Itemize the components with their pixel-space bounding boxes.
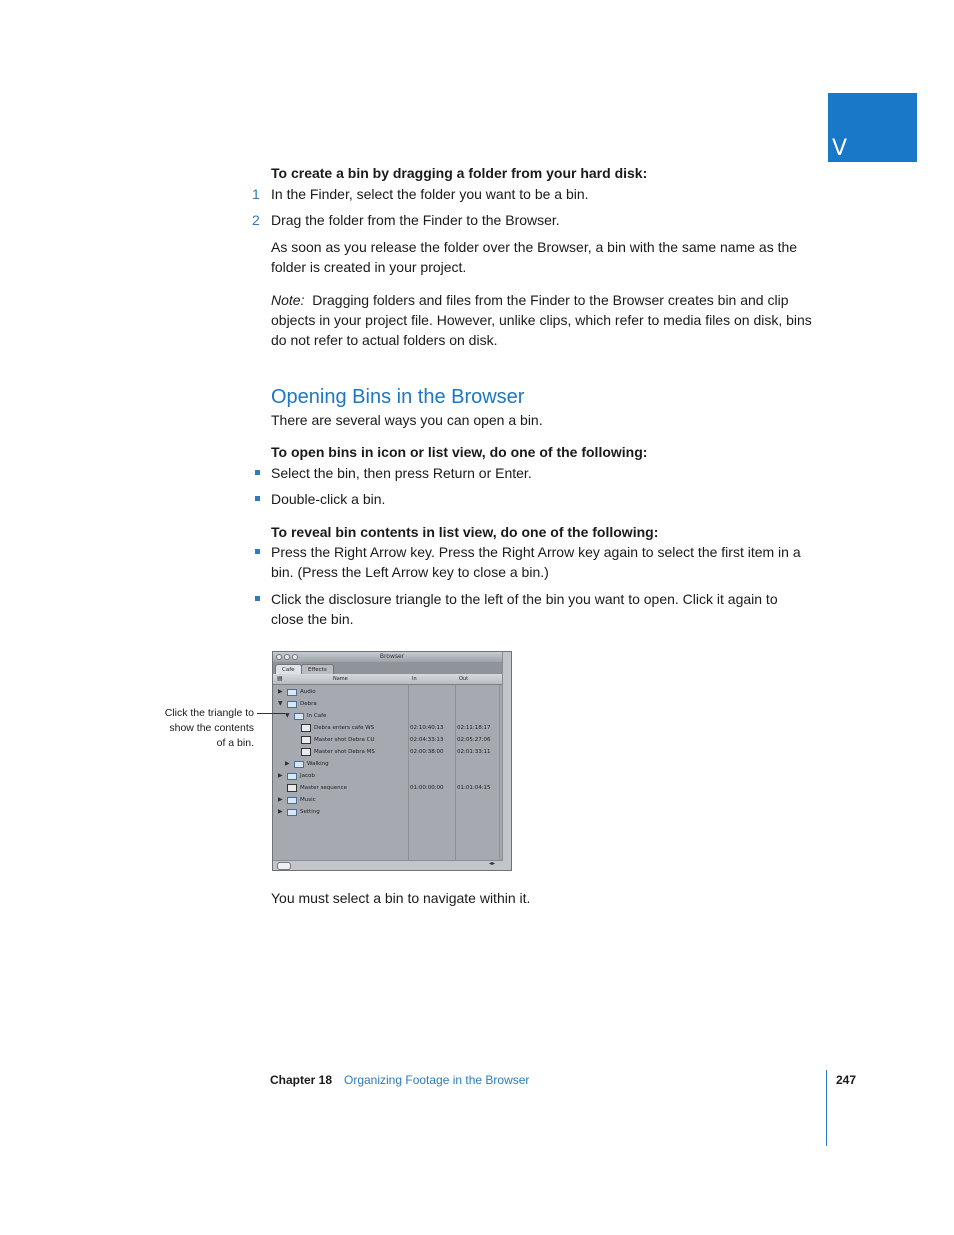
bin-folder-icon [287,773,297,780]
clip-icon [301,724,311,732]
browser-tabs [273,662,511,674]
footer-chapter-title: Organizing Footage in the Browser [344,1073,530,1087]
note-line2: objects in your project file. However, unlike clips, which refer to media files on disk, bins [271,312,812,328]
row-name: Audio [300,689,316,695]
row-out: 01:01:04:15 [457,785,491,791]
tab-effects: Effects [301,664,334,675]
row-out: 02:05:27:06 [457,737,491,743]
table-row [273,758,503,770]
tab-cafe: Cafe [275,664,302,675]
callout-leader-line [257,713,285,714]
row-name: Master sequence [300,785,348,791]
bin-folder-icon [287,797,297,804]
table-row [273,710,503,722]
table-row [273,734,503,746]
row-name: Master shot Debra CU [314,737,375,743]
bullet-marker [255,549,260,554]
row-name: Debra enters cafe WS [314,725,375,731]
column-out: Out [459,676,469,682]
column-in: In [412,676,417,682]
disclosure-triangle-closed-icon: ▶ [278,796,283,803]
note-line3: do not refer to actual folders on disk. [271,332,498,348]
note-label: Note: [271,292,305,308]
page-number: 247 [836,1073,857,1087]
scroll-arrows-icon: ◂▸ [488,860,495,867]
table-row [273,782,503,794]
result-paragraph-line2: folder is created in your project. [271,259,467,275]
bin-folder-icon [294,761,304,768]
bullet-select-bin: Select the bin, then press Return or Enter. [271,465,532,481]
disclosure-triangle-closed-icon: ▶ [285,760,290,767]
bullet-double-click: Double-click a bin. [271,491,386,507]
chapter-tab-letter: V [832,136,848,161]
bin-folder-icon [287,701,297,708]
callout-line2: show the contents [169,722,254,734]
bullet-right-arrow-line2: bin. (Press the Left Arrow key to close a bin.) [271,564,549,580]
table-row [273,806,503,818]
browser-titlebar [273,652,511,662]
clapper-icon: ▤ [277,675,283,682]
footer-chapter: Chapter 18 [270,1073,333,1087]
table-row [273,794,503,806]
section-heading: Opening Bins in the Browser [271,386,525,408]
table-row [273,746,503,758]
row-out: 02:01:33:11 [457,749,491,755]
step-1-text: In the Finder, select the folder you want to be a bin. [271,186,589,202]
clip-icon [301,736,311,744]
row-name: Debra [300,701,317,707]
row-name: Master shot Debra MS [314,749,375,755]
column-name: Name [333,676,348,682]
bullet-marker [255,470,260,475]
bullet-right-arrow-line1: Press the Right Arrow key. Press the Right Arrow key again to select the first item in a [271,544,801,560]
table-row [273,686,503,698]
section-intro: There are several ways you can open a bin. [271,412,543,428]
bullet-marker [255,596,260,601]
after-figure-text: You must select a bin to navigate within it. [271,890,531,906]
callout-line1: Click the triangle to [164,707,254,719]
callout-line3: of a bin. [216,737,254,749]
figure-callout [120,706,254,751]
result-paragraph-line1: As soon as you release the folder over the Browser, a bin with the same name as the [271,239,798,255]
note-text-1: Dragging folders and files from the Finder to the Browser creates bin and clip [312,292,789,308]
row-in: 01:00:00:00 [410,785,444,791]
scroll-thumb [277,862,291,870]
row-name: Music [300,797,316,803]
footer-rule [826,1070,827,1146]
vertical-scrollbar [502,652,511,870]
row-in: 02:10:40:13 [410,725,444,731]
browser-window-figure [272,651,512,871]
note-line1 [271,290,789,310]
bin-folder-icon [294,713,304,720]
step-2-text: Drag the folder from the Finder to the Browser. [271,212,560,228]
section1-lead: To create a bin by dragging a folder from your hard disk: [271,165,648,181]
bin-folder-icon [287,809,297,816]
table-row [273,698,503,710]
row-name: Jacob [300,773,315,779]
horizontal-scrollbar [273,860,503,870]
lead-reveal-contents: To reveal bin contents in list view, do one of the following: [271,524,659,540]
row-name: Walking [307,761,329,767]
clip-icon [301,748,311,756]
disclosure-triangle-open-icon: ▼ [278,700,283,707]
disclosure-triangle-closed-icon: ▶ [278,808,283,815]
row-out: 02:11:18:17 [457,725,491,731]
bullet-marker [255,496,260,501]
row-name: Setting [300,809,320,815]
bullet-disclosure-line1: Click the disclosure triangle to the left of the bin you want to open. Click it again to [271,591,778,607]
table-row [273,770,503,782]
bin-folder-icon [287,689,297,696]
chapter-tab [828,93,917,162]
disclosure-triangle-open-icon: ▼ [285,712,290,719]
bullet-disclosure-line2: close the bin. [271,611,354,627]
clip-icon [287,784,297,792]
row-name: In Cafe [307,713,327,719]
disclosure-triangle-closed-icon: ▶ [278,688,283,695]
browser-window-title: Browser [379,653,405,660]
row-in: 02:00:38:00 [410,749,444,755]
table-row [273,722,503,734]
column-header [273,674,503,685]
row-in: 02:04:33:13 [410,737,444,743]
disclosure-triangle-closed-icon: ▶ [278,772,283,779]
step-1-number: 1 [252,186,260,202]
step-2-number: 2 [252,212,260,228]
lead-open-bins: To open bins in icon or list view, do one of the following: [271,444,648,460]
